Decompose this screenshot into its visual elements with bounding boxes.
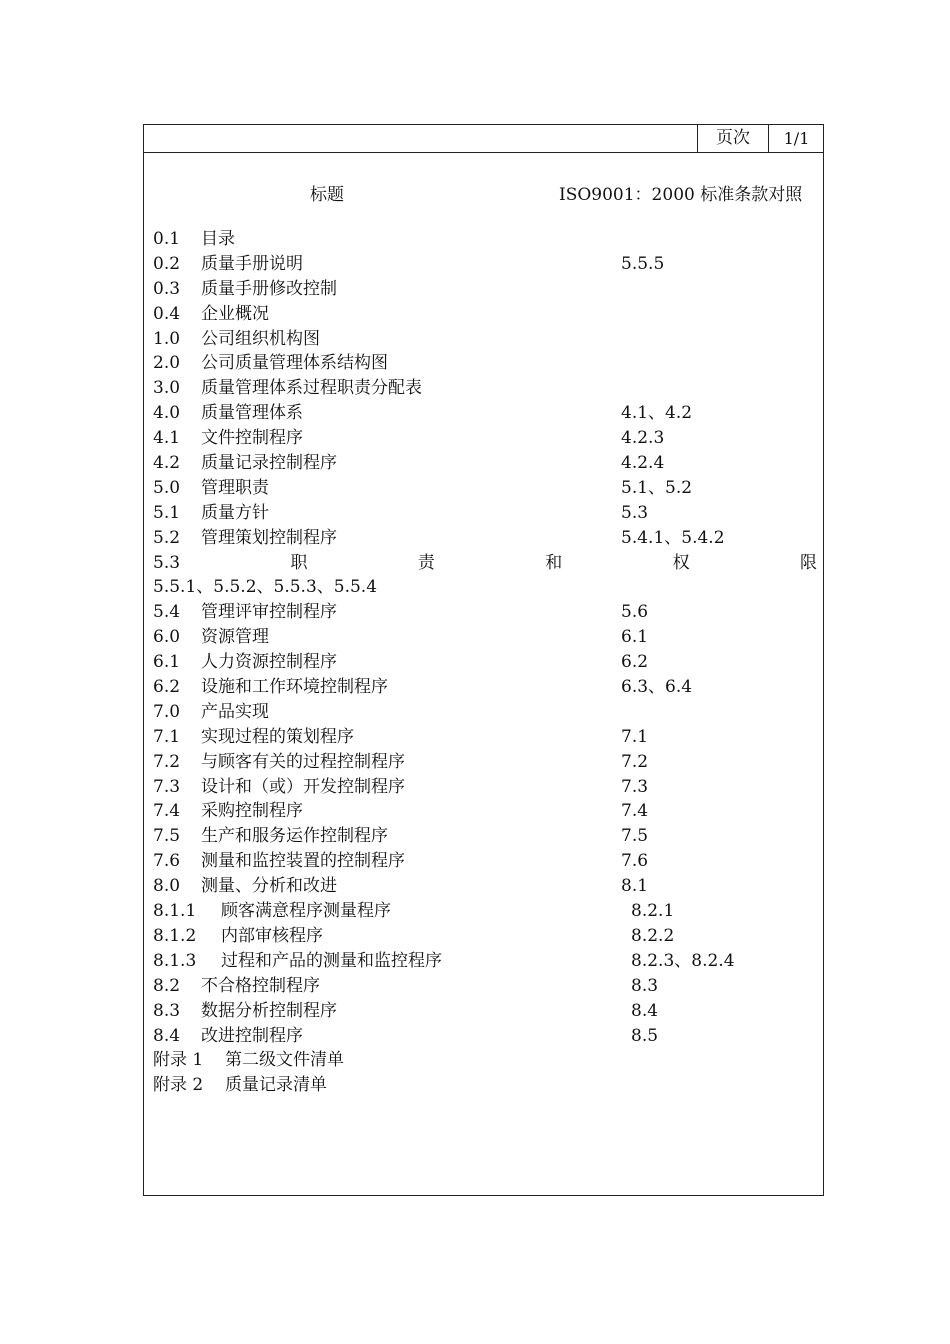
toc-row — [153, 1048, 817, 1073]
toc-row — [153, 974, 817, 999]
toc-row — [153, 650, 817, 675]
toc-iso-ref: 4.2.4 — [621, 453, 665, 474]
toc-row — [153, 799, 817, 824]
document-frame — [143, 124, 824, 1196]
toc-iso-ref: 8.1 — [621, 876, 649, 897]
toc-iso-ref: 8.2.3、8.2.4 — [631, 950, 735, 971]
toc-row — [153, 600, 817, 625]
toc-number: 7.3 — [153, 776, 181, 797]
toc-number: 5.1 — [153, 502, 181, 523]
toc-iso-ref: 5.4.1、5.4.2 — [621, 527, 725, 548]
toc-row — [153, 501, 817, 526]
toc-title: 质量管理体系 — [201, 403, 303, 424]
toc-title: 顾客满意程序测量程序 — [221, 901, 391, 922]
toc-row — [153, 252, 817, 277]
toc-iso-ref: 5.5.1、5.5.2、5.5.3、5.5.4 — [153, 577, 378, 598]
toc-number: 0.1 — [153, 229, 181, 249]
toc-row — [153, 451, 817, 476]
toc-row — [153, 302, 817, 327]
toc-title: 产品实现 — [201, 701, 269, 722]
toc-title: 质量记录控制程序 — [201, 453, 337, 474]
toc-number: 7.6 — [153, 851, 181, 872]
toc-number: 4.0 — [153, 403, 181, 424]
toc-title: 设施和工作环境控制程序 — [201, 677, 388, 698]
toc-title: 与顾客有关的过程控制程序 — [201, 751, 405, 772]
toc-iso-ref: 8.2.1 — [631, 901, 675, 922]
toc-number: 8.0 — [153, 876, 181, 897]
toc-title: 数据分析控制程序 — [201, 1000, 337, 1021]
toc-number: 5.4 — [153, 602, 181, 623]
toc-number: 2.0 — [153, 353, 181, 374]
table-of-contents — [153, 227, 817, 1098]
toc-row-justified — [153, 551, 817, 576]
toc-number: 8.1.2 — [153, 925, 197, 946]
title-column-header: 标题 — [310, 185, 344, 205]
toc-row — [153, 376, 817, 401]
toc-row — [153, 675, 817, 700]
toc-title-char: 和 — [545, 552, 563, 573]
toc-row — [153, 700, 817, 725]
toc-title: 过程和产品的测量和监控程序 — [221, 950, 442, 971]
toc-row — [153, 1073, 817, 1098]
toc-title: 管理职责 — [201, 477, 269, 498]
toc-title: 质量管理体系过程职责分配表 — [201, 378, 422, 399]
toc-title: 质量记录清单 — [225, 1075, 327, 1096]
toc-title: 质量手册修改控制 — [201, 278, 337, 299]
toc-title: 测量和监控装置的控制程序 — [201, 851, 405, 872]
toc-number: 1.0 — [153, 328, 181, 349]
toc-iso-ref: 8.4 — [631, 1000, 659, 1021]
toc-title: 公司质量管理体系结构图 — [201, 353, 388, 374]
toc-number: 8.1.1 — [153, 901, 197, 922]
toc-number: 7.1 — [153, 726, 181, 747]
toc-title: 公司组织机构图 — [201, 328, 320, 349]
toc-number: 8.3 — [153, 1000, 181, 1021]
toc-iso-ref: 5.5.5 — [621, 253, 665, 274]
toc-number: 6.0 — [153, 627, 181, 648]
toc-number: 7.2 — [153, 751, 181, 772]
toc-iso-ref: 4.2.3 — [621, 428, 665, 449]
toc-row — [153, 1024, 817, 1049]
toc-title: 测量、分析和改进 — [201, 876, 337, 897]
toc-title: 改进控制程序 — [201, 1025, 303, 1046]
toc-iso-ref: 7.1 — [621, 726, 649, 747]
toc-iso-ref: 7.2 — [621, 751, 649, 772]
toc-number: 8.1.3 — [153, 950, 197, 971]
toc-row — [153, 401, 817, 426]
iso-column-header: ISO9001：2000 标准条款对照 — [559, 185, 803, 205]
toc-row — [153, 750, 817, 775]
toc-number: 7.4 — [153, 801, 181, 822]
toc-title: 管理评审控制程序 — [201, 602, 337, 623]
toc-row — [153, 327, 817, 352]
toc-title: 目录 — [201, 229, 235, 249]
toc-title: 文件控制程序 — [201, 428, 303, 449]
toc-title: 企业概况 — [201, 303, 269, 324]
toc-row — [153, 625, 817, 650]
toc-row — [153, 849, 817, 874]
toc-iso-ref: 8.3 — [631, 975, 659, 996]
toc-row — [153, 426, 817, 451]
toc-number: 5.2 — [153, 527, 181, 548]
toc-row — [153, 725, 817, 750]
toc-row — [153, 899, 817, 924]
toc-iso-ref: 5.1、5.2 — [621, 477, 693, 498]
toc-row — [153, 277, 817, 302]
toc-number: 6.1 — [153, 652, 181, 673]
toc-title: 生产和服务运作控制程序 — [201, 826, 388, 847]
toc-row — [153, 775, 817, 800]
toc-iso-ref: 8.2.2 — [631, 925, 675, 946]
toc-number: 6.2 — [153, 677, 181, 698]
toc-number: 0.3 — [153, 278, 181, 299]
toc-iso-ref: 6.1 — [621, 627, 649, 648]
toc-number: 7.5 — [153, 826, 181, 847]
toc-number: 附录 1 — [153, 1050, 204, 1071]
toc-iso-ref: 7.6 — [621, 851, 649, 872]
toc-row — [153, 526, 817, 551]
toc-title: 人力资源控制程序 — [201, 652, 337, 673]
toc-row — [153, 351, 817, 376]
toc-row — [153, 924, 817, 949]
toc-number: 附录 2 — [153, 1075, 204, 1096]
toc-title: 资源管理 — [201, 627, 269, 648]
toc-number: 4.2 — [153, 453, 181, 474]
toc-number: 7.0 — [153, 701, 181, 722]
toc-iso-ref: 5.6 — [621, 602, 649, 623]
toc-iso-ref: 6.2 — [621, 652, 649, 673]
toc-iso-ref: 6.3、6.4 — [621, 677, 693, 698]
toc-number: 0.2 — [153, 253, 181, 274]
toc-row — [153, 949, 817, 974]
toc-title: 内部审核程序 — [221, 925, 323, 946]
toc-iso-ref: 8.5 — [631, 1025, 659, 1046]
toc-number: 5.0 — [153, 477, 181, 498]
toc-number: 8.2 — [153, 975, 181, 996]
toc-title: 实现过程的策划程序 — [201, 726, 354, 747]
toc-row — [153, 227, 817, 252]
toc-number: 0.4 — [153, 303, 181, 324]
toc-title: 不合格控制程序 — [201, 975, 320, 996]
toc-row-continuation — [153, 575, 817, 600]
toc-title: 设计和（或）开发控制程序 — [201, 776, 405, 797]
toc-number: 4.1 — [153, 428, 181, 449]
toc-row — [153, 476, 817, 501]
toc-row — [153, 999, 817, 1024]
toc-row — [153, 874, 817, 899]
toc-iso-ref: 5.3 — [621, 502, 649, 523]
toc-title: 管理策划控制程序 — [201, 527, 337, 548]
toc-title: 第二级文件清单 — [225, 1050, 344, 1071]
toc-title: 质量方针 — [201, 502, 269, 523]
toc-title: 采购控制程序 — [201, 801, 303, 822]
toc-iso-ref: 7.3 — [621, 776, 649, 797]
toc-number: 8.4 — [153, 1025, 181, 1046]
toc-iso-ref: 4.1、4.2 — [621, 403, 693, 424]
toc-number: 3.0 — [153, 378, 181, 399]
toc-title-char: 责 — [417, 552, 435, 573]
toc-title-char: 限 — [800, 552, 817, 573]
page-number: 1/1 — [768, 125, 824, 152]
toc-iso-ref: 7.4 — [621, 801, 649, 822]
page-header-row — [144, 125, 823, 153]
toc-title-char: 职 — [290, 552, 308, 573]
toc-number: 5.3 — [153, 552, 181, 573]
page-label: 页次 — [697, 125, 768, 152]
toc-title: 质量手册说明 — [201, 253, 303, 274]
toc-row — [153, 824, 817, 849]
toc-title-char: 权 — [672, 552, 690, 573]
toc-iso-ref: 7.5 — [621, 826, 649, 847]
